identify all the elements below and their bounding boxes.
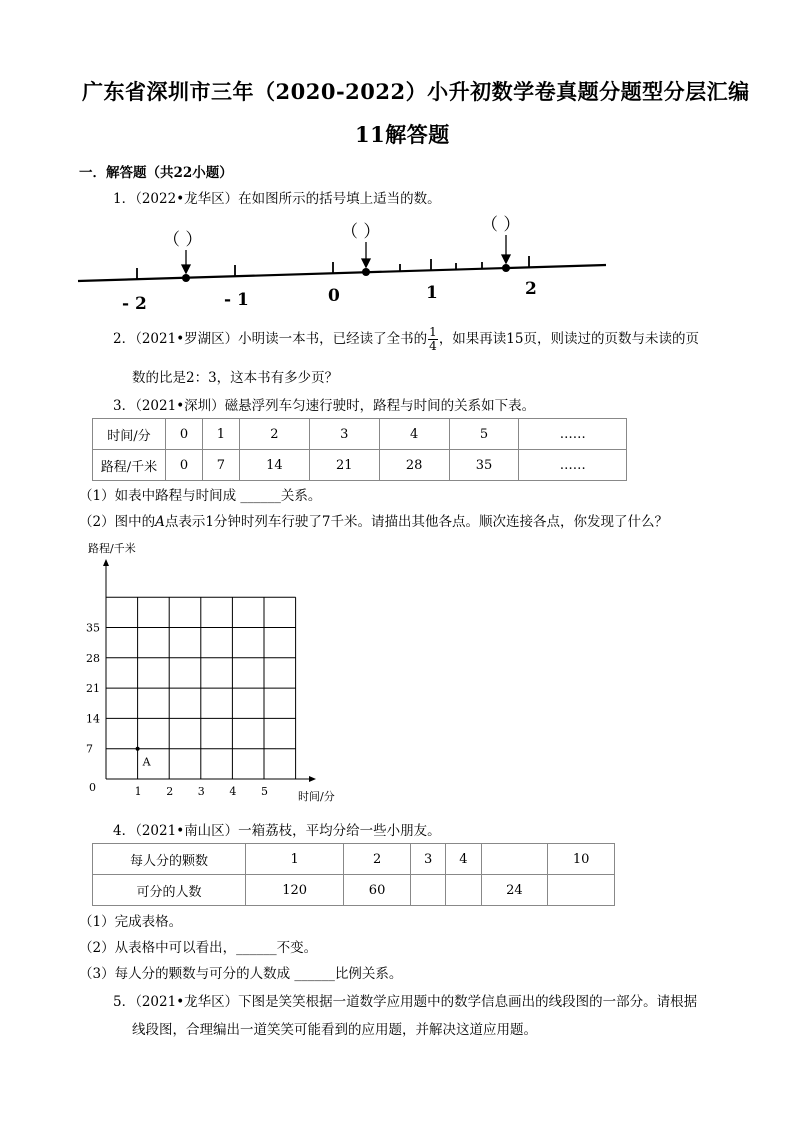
question-3-sub1: （1）如表中路程与时间成 ______关系。 bbox=[79, 488, 322, 504]
table-cell: 2 bbox=[344, 844, 411, 875]
number-line-label: 0 bbox=[328, 286, 340, 306]
table-row bbox=[93, 875, 615, 906]
question-3-sub2-part: 点表示1分钟时列车行驶了7千米。请描出其他各点。顺次连接各点，你发现了什么？ bbox=[164, 514, 669, 530]
number-line-label: - 1 bbox=[224, 290, 249, 310]
x-axis-arrow bbox=[309, 776, 316, 782]
chart-grid bbox=[106, 597, 296, 779]
number-line-point bbox=[182, 274, 190, 282]
y-tick-label: 14 bbox=[86, 712, 100, 726]
table-header-cell: 每人分的颗数 bbox=[93, 844, 246, 875]
x-tick-label: 1 bbox=[134, 785, 142, 798]
fraction-numerator: 1 bbox=[429, 325, 437, 339]
x-tick-label: 4 bbox=[229, 785, 237, 798]
x-tick-label: 2 bbox=[166, 785, 174, 798]
number-line-label: 1 bbox=[426, 283, 438, 303]
question-2-text-part: ，如果再读15页，则读过的页数与未读的页 bbox=[438, 331, 699, 347]
table-cell: 14 bbox=[239, 450, 309, 481]
table-row bbox=[93, 419, 627, 450]
page-title: 广东省深圳市三年（2020-2022）小升初数学卷真题分题型分层汇编 bbox=[82, 79, 750, 104]
number-line-point bbox=[502, 264, 510, 272]
question-4-text: 4．（2021•南山区）一箱荔枝，平均分给一些小朋友。 bbox=[113, 823, 441, 839]
table-cell: 10 bbox=[548, 844, 615, 875]
y-axis-arrow bbox=[103, 559, 109, 566]
lychee-table bbox=[92, 843, 615, 906]
table-cell: 4 bbox=[446, 844, 481, 875]
table-cell: 0 bbox=[166, 450, 203, 481]
answer-blank[interactable]: （ ） bbox=[481, 215, 521, 235]
table-row bbox=[93, 844, 615, 875]
table-header-cell: 可分的人数 bbox=[93, 875, 246, 906]
table-cell: 5 bbox=[449, 419, 519, 450]
question-5-text-line2: 线段图，合理编出一道笑笑可能看到的应用题，并解决这道应用题。 bbox=[132, 1022, 537, 1038]
table-header-cell: 路程/千米 bbox=[93, 450, 166, 481]
table-cell: 1 bbox=[246, 844, 344, 875]
y-tick-label: 35 bbox=[86, 621, 100, 635]
question-4-sub3: （3）每人分的颗数与可分的人数成 ______比例关系。 bbox=[79, 966, 403, 982]
fraction-denominator: 4 bbox=[429, 339, 437, 353]
answer-blank[interactable]: （ ） bbox=[163, 230, 203, 250]
table-cell: 1 bbox=[202, 419, 239, 450]
table-cell: 7 bbox=[202, 450, 239, 481]
x-tick-label: 5 bbox=[261, 785, 268, 798]
x-axis-label: 时间/分 bbox=[298, 790, 335, 803]
question-2-text-part: 2．（2021•罗湖区）小明读一本书，已经读了全书的 bbox=[113, 331, 428, 347]
y-tick-label: 28 bbox=[86, 651, 100, 665]
table-cell: …… bbox=[519, 450, 627, 481]
table-cell: 4 bbox=[379, 419, 449, 450]
question-3-sub2-part: （2）图中的 bbox=[79, 514, 156, 530]
question-2-text-line2: 数的比是2：3，这本书有多少页？ bbox=[132, 370, 339, 386]
table-cell: 24 bbox=[481, 875, 548, 906]
y-axis-label: 路程/千米 bbox=[88, 542, 136, 555]
data-point-label: A bbox=[142, 755, 151, 769]
y-tick-label: 7 bbox=[86, 742, 93, 756]
table-cell: 2 bbox=[239, 419, 309, 450]
question-3-sub2 bbox=[79, 510, 668, 530]
time-distance-table bbox=[92, 418, 627, 481]
table-cell: …… bbox=[519, 419, 627, 450]
origin-label: 0 bbox=[89, 781, 96, 794]
table-cell: 35 bbox=[449, 450, 519, 481]
y-tick-labels bbox=[86, 622, 100, 756]
number-line-label: 2 bbox=[525, 279, 537, 299]
question-2-text bbox=[113, 326, 699, 353]
question-5-text: 5．（2021•龙华区）下图是笑笑根据一道数学应用题中的数学信息画出的线段图的一部分。请根据 bbox=[113, 994, 698, 1010]
table-cell: 3 bbox=[410, 844, 445, 875]
table-cell: 28 bbox=[379, 450, 449, 481]
section-heading: 一．解答题（共22小题） bbox=[79, 165, 233, 181]
table-row bbox=[93, 450, 627, 481]
number-line-label: - 2 bbox=[122, 294, 147, 314]
question-3-text: 3．（2021•深圳）磁悬浮列车匀速行驶时，路程与时间的关系如下表。 bbox=[113, 398, 536, 414]
question-4-sub1: （1）完成表格。 bbox=[79, 914, 183, 930]
x-tick-label: 3 bbox=[197, 785, 205, 798]
answer-blank[interactable]: （ ） bbox=[341, 222, 381, 242]
table-cell: 21 bbox=[309, 450, 379, 481]
data-point bbox=[136, 747, 140, 751]
distance-time-chart bbox=[0, 535, 400, 805]
table-cell-blank[interactable] bbox=[410, 875, 445, 906]
table-cell: 3 bbox=[309, 419, 379, 450]
number-line-point bbox=[362, 268, 370, 276]
table-cell: 60 bbox=[344, 875, 411, 906]
point-label-inline: A bbox=[155, 514, 165, 530]
question-1-text: 1．（2022•龙华区）在如图所示的括号填上适当的数。 bbox=[113, 191, 441, 207]
x-tick-labels bbox=[135, 785, 268, 798]
page-subtitle: 11解答题 bbox=[355, 122, 450, 147]
y-tick-label: 21 bbox=[86, 682, 100, 696]
table-cell-blank[interactable] bbox=[481, 844, 548, 875]
question-4-sub2: （2）从表格中可以看出，______不变。 bbox=[79, 940, 318, 956]
table-cell-blank[interactable] bbox=[446, 875, 481, 906]
table-header-cell: 时间/分 bbox=[93, 419, 166, 450]
number-line-figure bbox=[0, 205, 794, 320]
table-cell: 0 bbox=[166, 419, 203, 450]
table-cell: 120 bbox=[246, 875, 344, 906]
table-cell-blank[interactable] bbox=[548, 875, 615, 906]
fraction bbox=[428, 326, 438, 353]
